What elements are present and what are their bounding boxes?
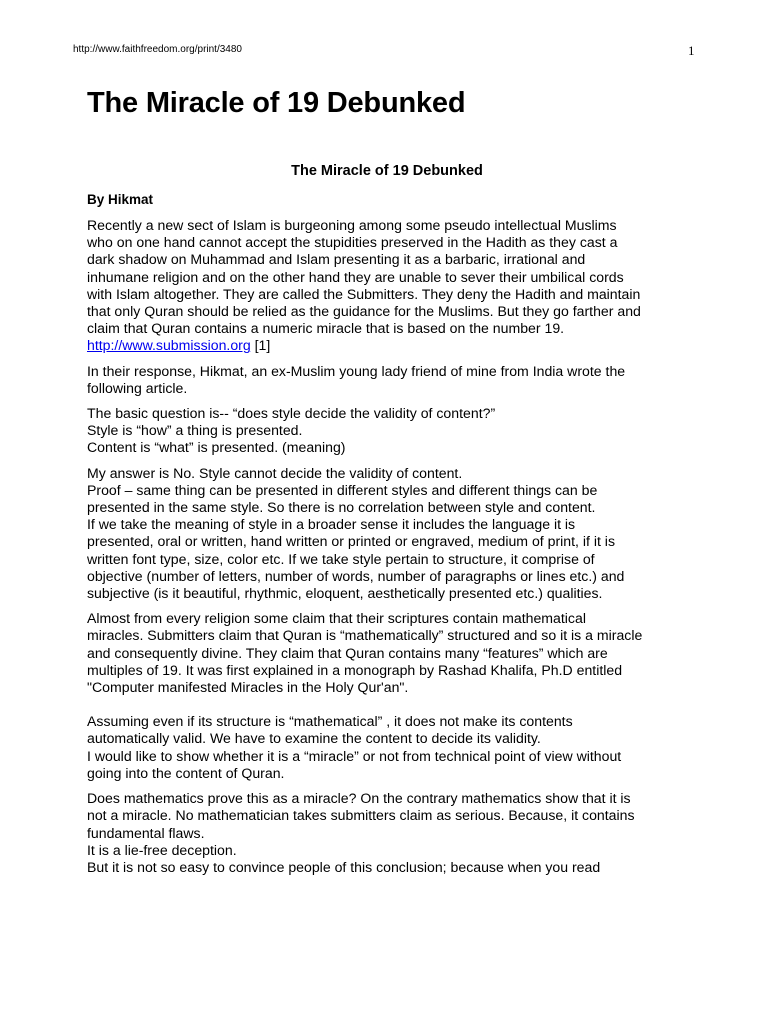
paragraph-line: with Islam altogether. They are called the Submitters. They deny the Hadith and maintain [87, 285, 641, 302]
paragraph-line: automatically valid. We have to examine the content to decide its validity. [87, 730, 541, 747]
paragraph-line: following article. [87, 379, 188, 396]
paragraph-line: Assuming even if its structure is “mathematical” , it does not make its contents [87, 713, 573, 730]
paragraph-line: "Computer manifested Miracles in the Holy Qur'an". [87, 679, 409, 696]
paragraph-line: fundamental flaws. [87, 824, 205, 841]
paragraph-line: Content is “what” is presented. (meaning) [87, 439, 346, 456]
paragraph-line: I would like to show whether it is a “miracle” or not from technical point of view without [87, 747, 622, 764]
paragraph-assumption [87, 713, 687, 782]
paragraph-line: If we take the meaning of style in a broader sense it includes the language it is [87, 516, 576, 533]
paragraph-line: miracles. Submitters claim that Quran is “mathematically” structured and so it is a miracle [87, 627, 643, 644]
paragraph-line: Proof – same thing can be presented in different styles and different things can be [87, 481, 598, 498]
paragraph-line: It is a lie-free deception. [87, 841, 237, 858]
page-number: 1 [688, 43, 695, 58]
paragraph-line: In their response, Hikmat, an ex-Muslim young lady friend of mine from India wrote the [87, 362, 626, 379]
article-body [87, 161, 687, 884]
paragraph-intro [87, 217, 687, 355]
paragraph-line: and consequently divine. They claim that Quran contains many “features” which are [87, 644, 608, 661]
paragraph-line: My answer is No. Style cannot decide the validity of content. [87, 464, 463, 481]
paragraph-line: But it is not so easy to convince people of this conclusion; because when you read [87, 858, 601, 875]
paragraph-line: The basic question is-- “does style decide the validity of content?” [87, 405, 496, 422]
paragraph-line: presented in the same style. So there is no correlation between style and content. [87, 499, 596, 516]
footnote-ref: [1] [250, 337, 271, 354]
paragraph-line: presented, oral or written, hand written or printed or engraved, medium of print, if it is [87, 533, 615, 550]
paragraph-line: inhumane religion and on the other hand they are unable to sever their umbilical cords [87, 268, 624, 285]
page-header [0, 0, 768, 64]
document-title: The Miracle of 19 Debunked [87, 87, 466, 119]
article-subtitle: The Miracle of 19 Debunked [291, 163, 483, 179]
paragraph-line: that only Quran should be relied as the guidance for the Muslims. But they go farther and [87, 303, 641, 320]
paragraph-line: Does mathematics prove this as a miracle? On the contrary mathematics show that it is [87, 790, 631, 807]
header-url: http://www.faithfreedom.org/print/3480 [73, 44, 242, 55]
paragraph-line: subjective (is it beautiful, rhythmic, eloquent, aesthetically presented etc.) qualities. [87, 585, 603, 602]
paragraph-response [87, 363, 687, 397]
paragraph-line: objective (number of letters, number of words, number of paragraphs or lines etc.) and [87, 567, 625, 584]
article-byline: By Hikmat [87, 192, 154, 207]
paragraph-line: going into the content of Quran. [87, 764, 285, 781]
paragraph-mathematical-miracles [87, 610, 687, 696]
paragraph-mathematics-proof [87, 790, 687, 876]
paragraph-line: Almost from every religion some claim that their scriptures contain mathematical [87, 610, 586, 627]
paragraph-line: Style is “how” a thing is presented. [87, 422, 303, 439]
link-line [87, 337, 687, 354]
paragraph-line: who on one hand cannot accept the stupidities preserved in the Hadith as they cast a [87, 234, 618, 251]
paragraph-line: Recently a new sect of Islam is burgeoning among some pseudo intellectual Muslims [87, 217, 617, 233]
paragraph-basic-question [87, 405, 687, 457]
paragraph-line: claim that Quran contains a numeric miracle that is based on the number 19. [87, 320, 565, 337]
paragraph-line: multiples of 19. It was first explained in a monograph by Rashad Khalifa, Ph.D entitled [87, 661, 623, 678]
paragraph-answer [87, 465, 687, 603]
paragraph-line: not a miracle. No mathematician takes submitters claim as serious. Because, it contains [87, 807, 635, 824]
paragraph-line: dark shadow on Muhammad and Islam presenting it as a barbaric, irrational and [87, 251, 586, 268]
submission-link[interactable]: http://www.submission.org [87, 337, 251, 354]
paragraph-line: written font type, size, color etc. If we take style pertain to structure, it comprise of [87, 550, 595, 567]
